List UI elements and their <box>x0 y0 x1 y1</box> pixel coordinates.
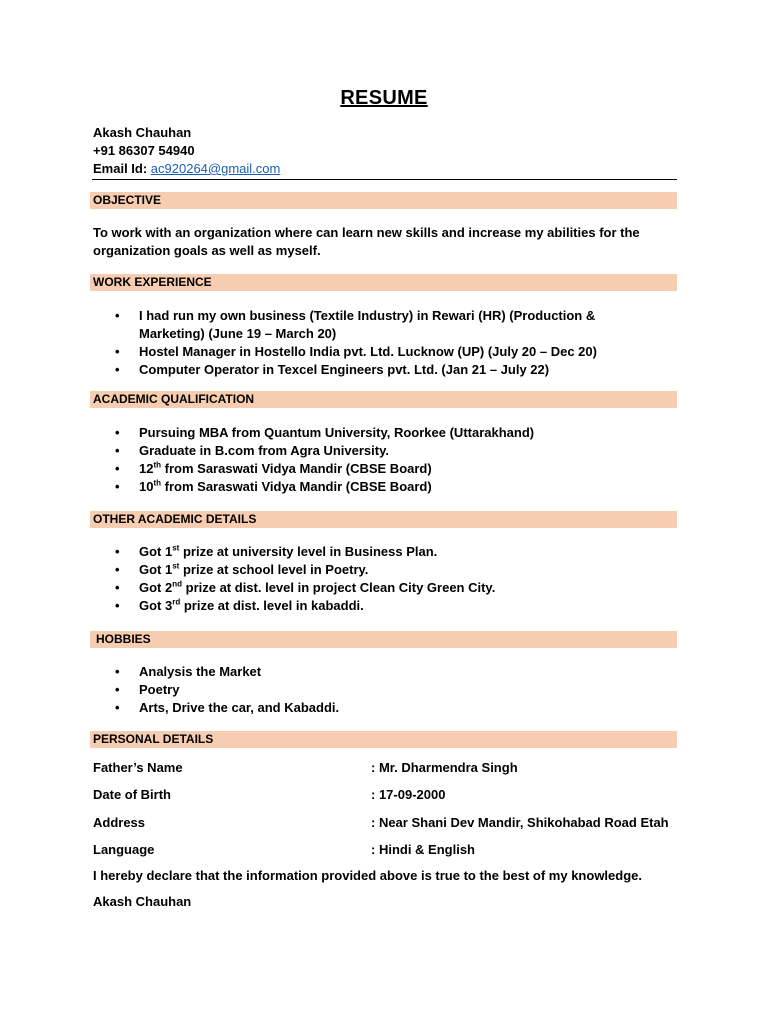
list-item-text: Graduate in B.com from Agra University. <box>139 443 389 458</box>
detail-value: : 17-09-2000 <box>371 787 446 802</box>
list-item-text: from Saraswati Vidya Mandir (CBSE Board) <box>161 461 432 476</box>
detail-label: Father’s Name <box>93 760 183 775</box>
list-item <box>93 543 663 561</box>
section-heading: HOBBIES <box>96 632 151 646</box>
ordinal-suffix: st <box>172 561 180 571</box>
bullet-icon: • <box>115 580 120 595</box>
section-heading: ACADEMIC QUALIFICATION <box>93 392 255 406</box>
email-label: Email Id: <box>93 161 151 176</box>
bullet-icon: • <box>115 682 120 697</box>
list-item-text: prize at dist. level in kabaddi. <box>180 598 364 613</box>
list-item-number: 12 <box>139 461 154 476</box>
phone-number: +91 86307 54940 <box>93 143 195 158</box>
list-item <box>93 442 663 460</box>
bullet-icon: • <box>115 562 120 577</box>
list-item-text: Analysis the Market <box>139 664 262 679</box>
list-item <box>93 361 663 379</box>
list-item <box>93 663 663 681</box>
bullet-icon: • <box>115 344 120 359</box>
list-item <box>93 478 663 496</box>
detail-value: : Mr. Dharmendra Singh <box>371 760 518 775</box>
bullet-icon: • <box>115 461 120 476</box>
list-item-text: Pursuing MBA from Quantum University, Roorkee (Uttarakhand) <box>139 425 535 440</box>
bullet-icon: • <box>115 544 120 559</box>
objective-text: To work with an organization where can learn new skills and increase my abilities for the organization goals as well as myself. <box>93 225 640 258</box>
section-other-academic-details <box>90 511 677 528</box>
contact-block <box>93 124 280 178</box>
section-work-experience <box>90 274 677 291</box>
list-item-number: 10 <box>139 479 154 494</box>
section-academic-qualification <box>90 391 677 408</box>
section-objective <box>90 192 677 209</box>
list-item-text: from Saraswati Vidya Mandir (CBSE Board) <box>161 479 432 494</box>
list-item-text: Computer Operator in Texcel Engineers pvt. Ltd. (Jan 21 – July 22) <box>139 362 550 377</box>
ordinal-suffix: rd <box>172 597 181 607</box>
candidate-name: Akash Chauhan <box>93 125 192 140</box>
section-heading: OBJECTIVE <box>93 193 162 207</box>
personal-detail-row <box>93 759 677 777</box>
section-personal-details <box>90 731 677 748</box>
bullet-icon: • <box>115 425 120 440</box>
list-item <box>93 307 663 343</box>
section-heading: PERSONAL DETAILS <box>93 732 214 746</box>
detail-value: : Near Shani Dev Mandir, Shikohabad Road Etah <box>371 815 669 830</box>
personal-detail-row <box>93 841 677 859</box>
section-heading: WORK EXPERIENCE <box>93 275 212 289</box>
list-item-text: Got 2 <box>139 580 173 595</box>
bullet-icon: • <box>115 443 120 458</box>
declaration-text: I hereby declare that the information provided above is true to the best of my knowledge. <box>93 868 642 883</box>
other-academic-list <box>93 543 663 615</box>
email-link[interactable]: ac920264@gmail.com <box>150 161 281 176</box>
resume-title: RESUME <box>340 87 428 109</box>
detail-label: Language <box>93 842 155 857</box>
list-item <box>93 597 663 615</box>
list-item <box>93 424 663 442</box>
list-item-text: prize at university level in Business Plan. <box>179 544 438 559</box>
detail-label: Date of Birth <box>93 787 171 802</box>
section-hobbies <box>90 631 677 648</box>
academic-list <box>93 424 663 496</box>
list-item <box>93 699 663 717</box>
personal-detail-row <box>93 786 677 804</box>
list-item-text: Hostel Manager in Hostello India pvt. Ltd. Lucknow (UP) (July 20 – Dec 20) <box>139 344 597 359</box>
list-item <box>93 561 663 579</box>
list-item-text: Got 3 <box>139 598 173 613</box>
bullet-icon: • <box>115 700 120 715</box>
list-item-text: Arts, Drive the car, and Kabaddi. <box>139 700 340 715</box>
bullet-icon: • <box>115 308 120 323</box>
section-heading: OTHER ACADEMIC DETAILS <box>93 512 257 526</box>
detail-value: : Hindi & English <box>371 842 475 857</box>
work-experience-list <box>93 307 663 379</box>
bullet-icon: • <box>115 598 120 613</box>
list-item <box>93 681 663 699</box>
list-item-text: Got 1 <box>139 562 173 577</box>
ordinal-suffix: th <box>153 460 162 470</box>
list-item <box>93 460 663 478</box>
personal-detail-row <box>93 814 677 832</box>
email-row <box>93 160 280 178</box>
header-divider <box>92 179 677 180</box>
bullet-icon: • <box>115 664 120 679</box>
ordinal-suffix: th <box>153 478 162 488</box>
list-item <box>93 579 663 597</box>
list-item-text: prize at school level in Poetry. <box>179 562 369 577</box>
list-item-text: I had run my own business (Textile Industry) in Rewari (HR) (Production & Marketing) (June 19 – March 20) <box>139 308 596 341</box>
signature-name: Akash Chauhan <box>93 894 192 909</box>
ordinal-suffix: st <box>172 543 180 553</box>
bullet-icon: • <box>115 479 120 494</box>
hobbies-list <box>93 663 663 717</box>
detail-label: Address <box>93 815 146 830</box>
bullet-icon: • <box>115 362 120 377</box>
list-item-text: Got 1 <box>139 544 173 559</box>
ordinal-suffix: nd <box>172 579 183 589</box>
list-item <box>93 343 663 361</box>
list-item-text: Poetry <box>139 682 180 697</box>
list-item-text: prize at dist. level in project Clean City Green City. <box>182 580 496 595</box>
